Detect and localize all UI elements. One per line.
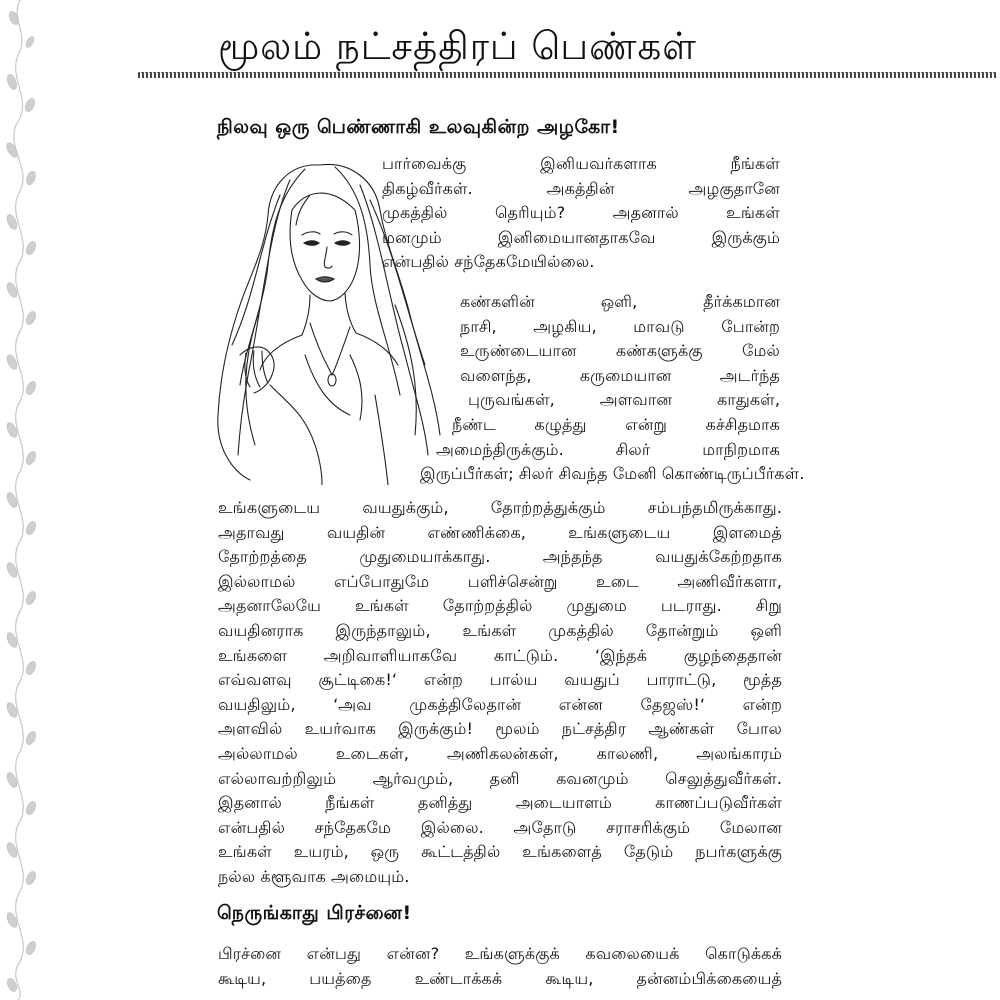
text-line: அளவில் உயர்வாக இருக்கும்! மூலம் நட்சத்திர ஆண்கள் போல (218, 719, 782, 739)
text-line: பார்வைக்கு இனியவர்களாக நீங்கள் (382, 154, 780, 173)
text-line: அல்லாமல் உடைகள், அணிகலன்கள், காலணி, அலங்காரம் (218, 743, 782, 763)
text-line: அமைந்திருக்கும். சிலர் மாநிறமாக (436, 439, 780, 459)
text-line: வளைந்த, கருமையான அடர்ந்த (460, 365, 780, 385)
text-line: கண்களின் ஒளி, தீர்க்கமான (460, 292, 780, 311)
text-line: இல்லாமல் எப்போதுமே பளிச்சென்று உடை அணிவீர்களா, (218, 571, 782, 591)
text-line: நீண்ட கழுத்து என்று கச்சிதமாக (452, 414, 780, 434)
text-line: வயதினராக இருந்தாலும், உங்கள் முகத்தில் தோன்றும் ஒளி (218, 620, 782, 640)
text-line: தோற்றத்தை முதுமையாக்காது. அந்தந்த வயதுக்கேற்றதாக (218, 547, 782, 567)
paragraph-intro (382, 152, 780, 275)
paragraph-age-appearance (218, 496, 782, 890)
text-line: உங்கள் உயரம், ஒரு கூட்டத்தில் உங்களைத் தேடும் நபர்களுக்கு (218, 842, 782, 862)
text-line: என்பதில் சந்தேகமே இல்லை. அதோடு சராசரிக்கும் மேலான (218, 817, 782, 837)
text-line: முகத்தில் தெரியும்? அதனால் உங்கள் (382, 203, 780, 223)
text-line: எவ்வளவு சூட்டிகை!‘ என்ற பால்ய வயதுப் பாராட்டு, மூத்த (218, 670, 782, 690)
text-line: புருவங்கள், அளவான காதுகள், (468, 390, 780, 410)
text-line: பிரச்னை என்பது என்ன? உங்களுக்குக் கவலையைக் கொடுக்கக் (218, 944, 782, 963)
text-line: எல்லாவற்றிலும் ஆர்வமும், தனி கவனமும் செலுத்துவீர்கள். (218, 768, 782, 788)
text-line: வயதிலும், ‘அவ முகத்திலேதான் என்ன தேஜஸ்!‘ என்ற (218, 694, 782, 714)
text-line: அதாவது வயதின் எண்ணிக்கை, உங்களுடைய இளமைத் (218, 522, 782, 542)
text-line: நாசி, அழகிய, மாவடு போன்ற (460, 316, 780, 336)
section-heading-beauty: நிலவு ஒரு பெண்ணாகி உலவுகின்ற அழகோ! (217, 116, 620, 138)
text-line: கூடிய, பயத்தை உண்டாக்கக் கூடிய, தன்னம்பிக்கையைத் (218, 968, 782, 988)
text-line: மனமும் இனிமையானதாகவே இருக்கும் (382, 227, 780, 247)
text-line: நல்ல க்ளூவாக அமையும். (218, 866, 410, 886)
text-line: இதனால் நீங்கள் தனித்து அடையாளம் காணப்படுவீர்கள் (218, 793, 782, 813)
text-line: உருண்டையான கண்களுக்கு மேல் (460, 341, 780, 361)
text-line: இருப்பீர்கள்; சிலர் சிவந்த மேனி கொண்டிருப்பீர்கள். (420, 464, 805, 484)
paragraph-problems (218, 942, 782, 991)
text-line: என்பதில் சந்தேகமேயில்லை. (382, 252, 595, 272)
page-title: மூலம் நட்சத்திரப் பெண்கள் (218, 24, 697, 68)
text-line: அதனாலேயே உங்கள் தோற்றத்தில் முதுமை படராது. சிறு (218, 596, 782, 616)
title-divider (138, 72, 996, 78)
text-line: திகழ்வீர்கள். அகத்தின் அழகுதானே (382, 178, 780, 198)
decorative-vine-border (0, 0, 70, 1000)
paragraph-features (420, 290, 805, 487)
text-line: உங்களை அறிவாளியாகவே காட்டும். ‘இந்தக் குழந்தைதான் (218, 645, 782, 665)
text-line: உங்களுடைய வயதுக்கும், தோற்றத்துக்கும் சம்பந்தமிருக்காது. (218, 498, 782, 517)
section-heading-problems: நெருங்காது பிரச்னை! (217, 902, 412, 924)
